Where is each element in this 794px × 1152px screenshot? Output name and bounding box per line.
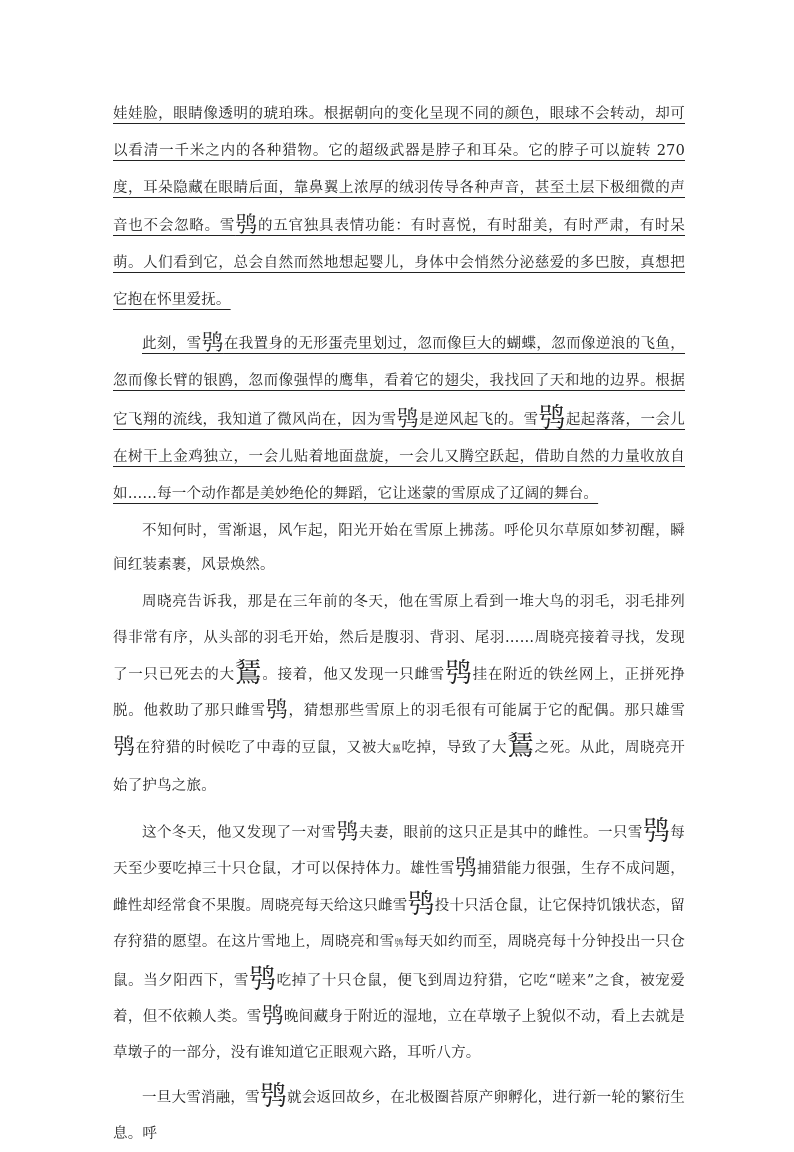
text-run: 每天如约而至，周晓亮每十分钟投出一只仓鼠。当夕阳西下，雪: [113, 934, 685, 989]
text-run: 就会返回故乡，在北极圈苔原产卵孵化，进行新一轮的繁衍生息。呼: [113, 1090, 686, 1142]
text-run: 晚间藏身于附近的湿地，立在草墩子上貌似不动，看上去就是草墩子的一部分，没有谁知道它正眼观六路，耳听八方。: [113, 1009, 685, 1061]
paragraph-1: [113, 96, 685, 319]
paragraph-2: [113, 325, 685, 513]
text-run: 捕猎能力很强，生存不成问题，雌性却经常食不果腹。周晓亮每天给这只雌雪: [113, 861, 685, 914]
text-run: 挂在附近的铁丝网上，正拼死挣脱。他救助了那只雌雪: [113, 667, 686, 719]
paragraph-3: [113, 514, 685, 582]
paragraph-4: [113, 584, 685, 804]
text-run: 周晓亮告诉我，那是在三年前的冬天，他在雪原上看到一堆大鸟的羽毛，羽毛排列得非常有序，从头部的羽毛开始，然后是腹羽、背羽、尾羽……周晓亮接着寻找，发现了一只已死去的大: [113, 594, 685, 683]
article-body: [113, 96, 685, 1152]
text-run: 起起落落，一会儿在树干上金鸡独立，一会儿贴着地面盘旋，一会儿又腾空跃起，借助自然的力量收放自如……每一个动作都是美妙绝伦的舞蹈，它让迷蒙的雪原成了辽阔的舞台。: [113, 412, 686, 502]
text-run: 投十只活仓鼠，让它保持饥饿状态，留存狩猎的愿望。在这片雪地上，周晓亮和雪: [113, 898, 686, 950]
text-run: 吃掉了十只仓鼠，便飞到周边狩猎，它吃“嗟来”之食，被宠爱着，但不依赖人类。雪: [113, 973, 685, 1025]
enlarged-glyph: 鸮: [396, 407, 419, 432]
text-run: ，猜想那些雪原上的羽毛很有可能属于它的配偶。那只雄雪: [288, 703, 686, 719]
enlarged-glyph: 鸮: [113, 735, 136, 760]
enlarged-glyph: 鸮: [444, 658, 473, 689]
text-run: 。接着，他又发现一只雌雪: [262, 667, 445, 683]
paragraph-6: [113, 1079, 685, 1152]
enlarged-glyph: 鸮: [454, 856, 478, 881]
enlarged-glyph: 鸮: [642, 816, 671, 847]
text-run: 在我置身的无形蛋壳里划过，忽而像巨大的蝴蝶，忽而像逆浪的飞鱼，忽而像长臂的银鸥，忽而像强悍的鹰隼，看着它的翅尖，我找回了天和地的边界。根据它飞翔的流线，我知道了微风尚在，因为雪: [113, 336, 686, 428]
small-glyph: 鵟: [391, 745, 402, 755]
text-run: 的五官独具表情功能：有时喜悦，有时甜美，有时严肃，有时呆萌。人们看到它，总会自然而然地想起婴儿，身体中会悄然分泌慈爱的多巴胺，真想把它抱在怀里爱抚。: [113, 218, 685, 308]
text-run: 此刻，雪: [142, 336, 202, 352]
enlarged-glyph: 鸮: [259, 1081, 288, 1112]
text-run: 夫妻，眼前的这只正是其中的雌性。一只雪: [358, 825, 643, 841]
enlarged-glyph: 鸮: [336, 820, 359, 845]
text-run: 这个冬天，他又发现了一对雪: [142, 825, 337, 841]
paragraph-5: [113, 814, 685, 1071]
enlarged-glyph: 鸮: [265, 698, 289, 723]
enlarged-glyph: 鸮: [201, 331, 224, 356]
enlarged-glyph: 鸮: [407, 889, 435, 920]
enlarged-glyph: 鵟: [507, 731, 535, 762]
text-run: 在狩猎的时候吃了中毒的豆鼠，又被大: [135, 740, 392, 756]
enlarged-glyph: 鸮: [538, 403, 566, 434]
text-run: 之死。从此，周晓亮开始了护鸟之旅。: [113, 740, 685, 794]
text-run: 不知何时，雪渐退，风乍起，阳光开始在雪原上拂荡。呼伦贝尔草原如梦初醒，瞬间红装素裹，风景焕然。: [113, 523, 685, 573]
enlarged-glyph: 鵟: [234, 658, 263, 689]
small-glyph: 鸮: [394, 939, 404, 949]
text-run: 娃娃脸，眼睛像透明的琥珀珠。根据朝向的变化呈现不同的颜色，眼球不会转动，却可以看清一千米之内的各种猎物。它的超级武器是脖子和耳朵。它的脖子可以旋转 270 度，耳朵隐藏在眼睛后面，靠鼻翼上浓厚的绒羽传导各种声音，甚至土层下极细微的声音也不会忽略。雪: [113, 106, 685, 234]
text-run: 一旦大雪消融，雪: [142, 1090, 260, 1106]
text-run: 吃掉，导致了大: [401, 740, 508, 756]
text-run: 是逆风起飞的。雪: [419, 412, 539, 428]
text-run: 每天至少要吃掉三十只仓鼠，才可以保持体力。雄性雪: [113, 825, 685, 877]
enlarged-glyph: 鸮: [248, 964, 277, 995]
enlarged-glyph: 鸮: [261, 1004, 284, 1029]
enlarged-glyph: 鸮: [235, 213, 258, 238]
